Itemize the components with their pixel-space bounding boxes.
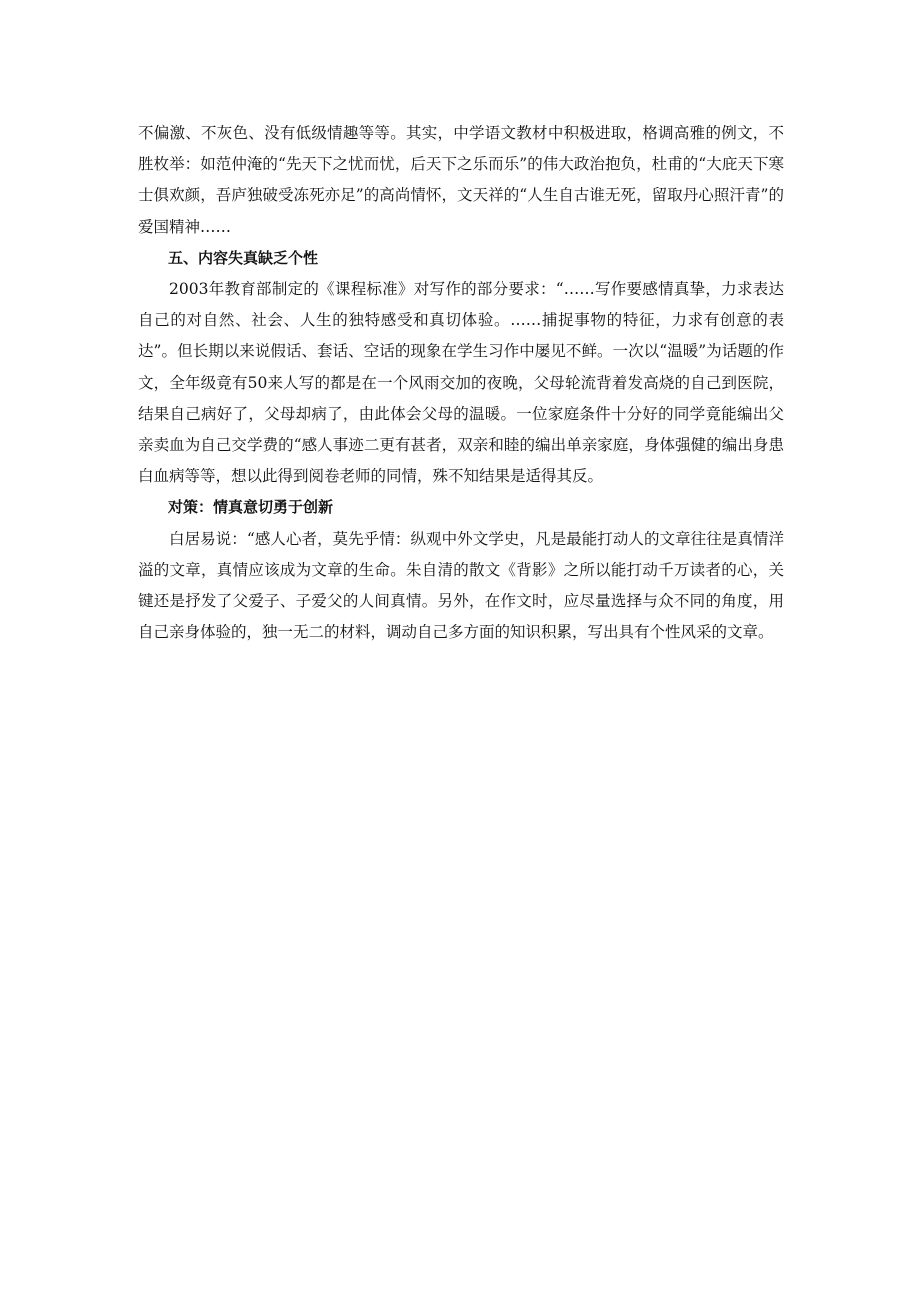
paragraph-strategy: 白居易说：“感人心者，莫先乎情：纵观中外文学史，凡是最能打动人的文章往往是真情洋溢的文章，真情应该成为文章的生命。朱自清的散文《背影》之所以能打动千万读者的心，关键还是抒发了父爱子、子爱父的人间真情。另外，在作文时，应尽量选择与众不同的角度，用自己亲身体验的，独一无二的材料，调动自己多方面的知识积累，写出具有个性风采的文章。 xyxy=(138,529,784,642)
section-heading-5: 五、内容失真缺乏个性 xyxy=(168,248,319,267)
paragraph-continuation: 不偏激、不灰色、没有低级情趣等等。其实，中学语文教材中积极进取，格调高雅的例文，不胜枚举：如范仲淹的“先天下之忧而忧，后天下之乐而乐”的伟大政治抱负，杜甫的“大庇天下寒士俱欢颜，吾庐独破受冻死亦足”的高尚情怀，文天祥的“人生自古谁无死，留取丹心照汗青”的爱国精神…… xyxy=(138,124,784,236)
paragraph-curriculum-standard: 2003年教育部制定的《课程标准》对写作的部分要求：“……写作要感情真挚，力求表达自己的对自然、社会、人生的独特感受和真切体验。……捕捉事物的特征，力求有创意的表达”。但长期以来说假话、套话、空话的现象在学生习作中屡见不鲜。一次以“温暖”为话题的作文，全年级竟有50来人写的都是在一个风雨交加的夜晚，父母轮流背着发高烧的自己到医院，结果自己病好了，父母却病了，由此体会父母的温暖。一位家庭条件十分好的同学竟能编出父亲卖血为自己交学费的“感人事迹二更有甚者，双亲和睦的编出单亲家庭，身体强健的编出身患白血病等等，想以此得到阅卷老师的同情，殊不知结果是适得其反。 xyxy=(138,280,784,486)
document-page xyxy=(138,118,784,648)
strategy-heading: 对策：情真意切勇于创新 xyxy=(168,498,334,517)
